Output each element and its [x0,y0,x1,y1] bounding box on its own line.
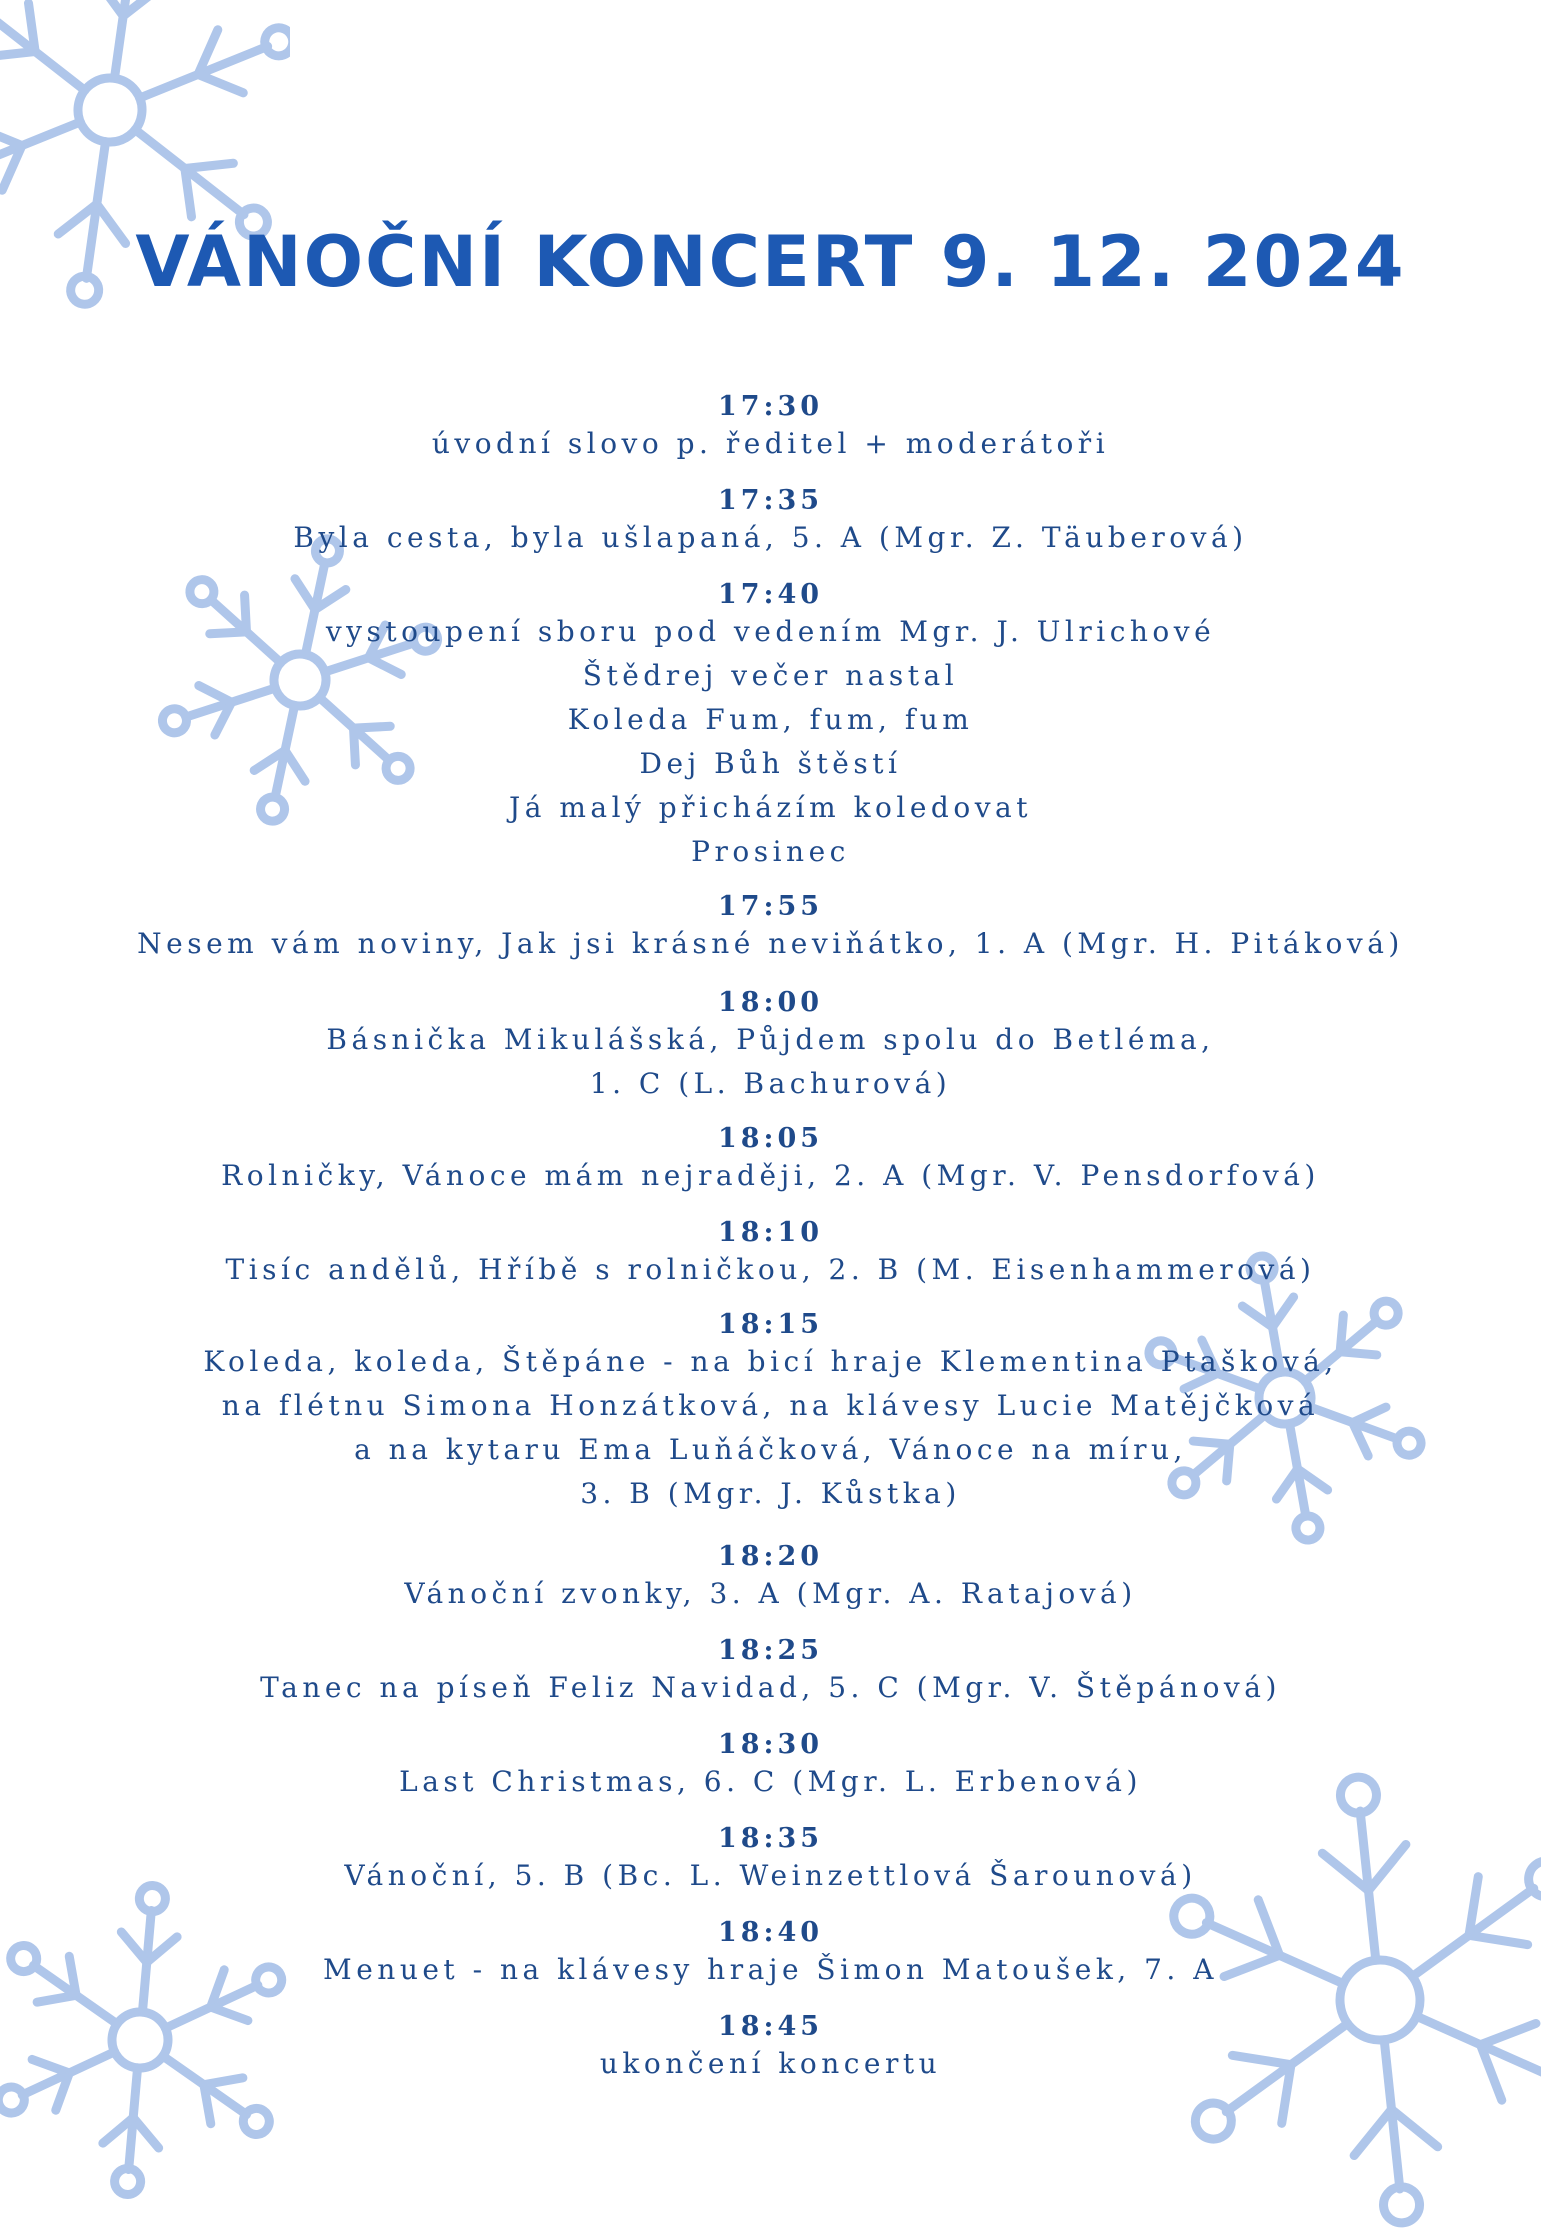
program-item [0,1824,1541,1898]
program-item [0,486,1541,560]
program-time: 18:45 [717,2011,824,2042]
program-line: na flétnu Simona Honzátková, na klávesy Lucie Matějčková [221,1389,1320,1422]
program-line: Dej Bůh štěstí [639,747,902,780]
program-time: 18:35 [717,1823,824,1854]
program-time: 17:35 [717,485,824,516]
program-item [0,892,1541,966]
page-title: VÁNOČNÍ KONCERT 9. 12. 2024 [135,221,1406,303]
program-time: 17:30 [717,391,824,422]
program-line: a na kytaru Ema Luňáčková, Vánoce na míru, [354,1433,1187,1466]
program-list [0,392,1541,2106]
program-item [0,1918,1541,1992]
program-item [0,1310,1541,1516]
program-time: 18:05 [717,1123,824,1154]
program-line: 3. B (Mgr. J. Kůstka) [580,1477,961,1510]
program-line: vystoupení sboru pod vedením Mgr. J. Ulrichové [325,615,1216,648]
program-item [0,988,1541,1106]
program-line: Vánoční zvonky, 3. A (Mgr. A. Ratajová) [404,1577,1137,1610]
program-item [0,2012,1541,2086]
program-line: Last Christmas, 6. C (Mgr. L. Erbenová) [399,1765,1142,1798]
program-item [0,392,1541,466]
program-line: úvodní slovo p. ředitel + moderátoři [431,427,1110,460]
program-item [0,1730,1541,1804]
program-item [0,1218,1541,1292]
program-line: Rolničky, Vánoce mám nejraději, 2. A (Mgr. V. Pensdorfová) [221,1159,1320,1192]
program-line: Nesem vám noviny, Jak jsi krásné neviňátko, 1. A (Mgr. H. Pitáková) [137,927,1404,960]
program-line: Koleda Fum, fum, fum [567,703,974,736]
program-line: Štědrej večer nastal [582,659,959,692]
program-item [0,580,1541,874]
program-line: Menuet - na klávesy hraje Šimon Matoušek, 7. A [323,1953,1218,1986]
program-time: 18:00 [717,987,824,1018]
program-time: 18:10 [717,1217,824,1248]
program-line: Byla cesta, byla ušlapaná, 5. A (Mgr. Z. Täuberová) [293,521,1248,554]
program-line: Vánoční, 5. B (Bc. L. Weinzettlová Šarounová) [344,1859,1197,1892]
program-line: Já malý přicházím koledovat [509,791,1032,824]
program-line: Tisíc andělů, Hříbě s rolničkou, 2. B (M. Eisenhammerová) [225,1253,1316,1286]
program-time: 18:20 [717,1541,824,1572]
program-time: 18:30 [717,1729,824,1760]
program-time: 17:55 [717,891,824,922]
program-time: 18:25 [717,1635,824,1666]
program-line: Tanec na píseň Feliz Navidad, 5. C (Mgr. V. Štěpánová) [260,1671,1281,1704]
program-item [0,1124,1541,1198]
program-time: 18:15 [717,1309,824,1340]
program-item [0,1542,1541,1616]
program-line: 1. C (L. Bachurová) [589,1067,952,1100]
program-time: 18:40 [717,1917,824,1948]
program-line: Básnička Mikulášská, Půjdem spolu do Betléma, [326,1023,1215,1056]
program-time: 17:40 [717,579,824,610]
program-item [0,1636,1541,1710]
program-line: Prosinec [691,835,850,868]
program-line: ukončení koncertu [599,2047,942,2080]
program-line: Koleda, koleda, Štěpáne - na bicí hraje Klementina Ptašková, [203,1345,1338,1378]
